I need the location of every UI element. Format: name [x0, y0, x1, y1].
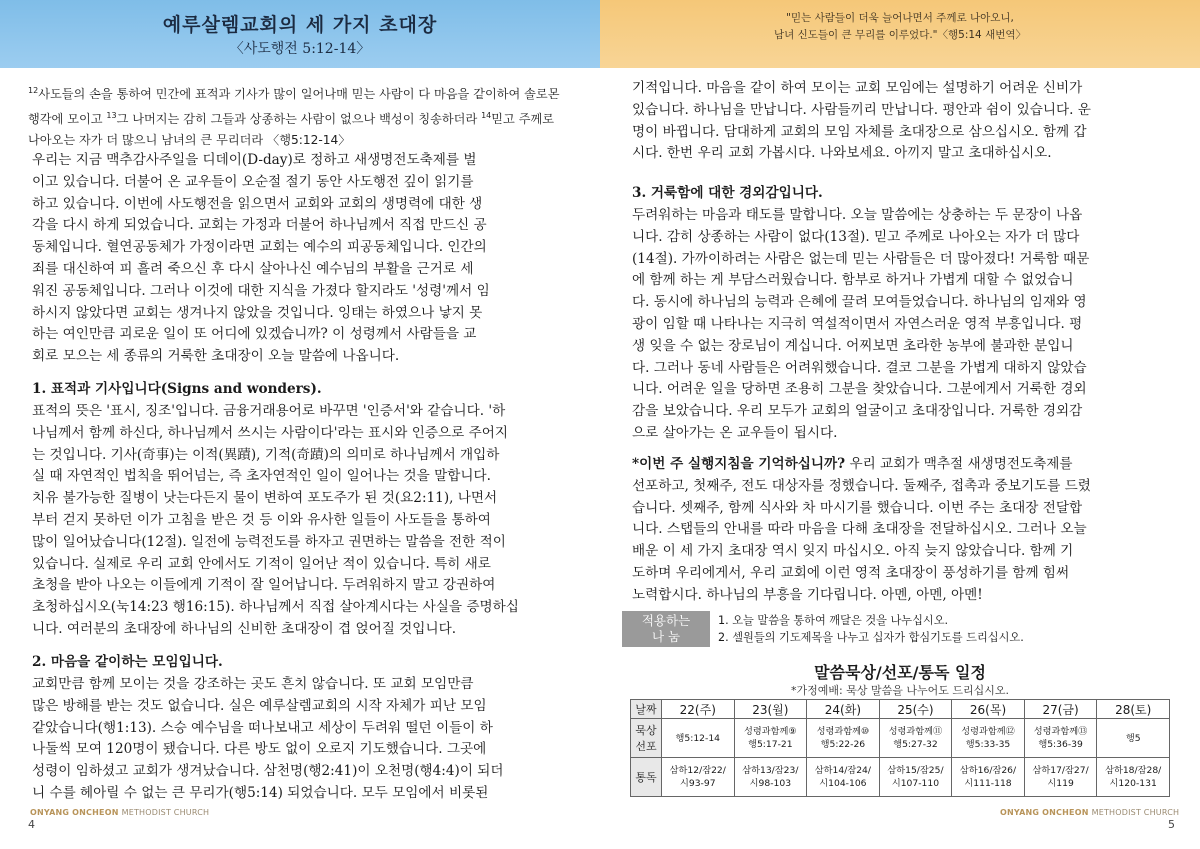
schedule-day: 22(주) [662, 700, 735, 719]
verse-number: 12 [28, 86, 39, 95]
church-logo [1000, 808, 1179, 817]
cell-line: 시120-131 [1109, 778, 1157, 789]
cell-line: 행5:17-21 [748, 739, 793, 750]
apply-item: 1. 오늘 말씀을 통하여 깨달은 것을 나누십시오. [718, 614, 949, 627]
cell-line: 행5:27-32 [893, 739, 938, 750]
page-number: 5 [1168, 818, 1175, 831]
cell-line: 시98-103 [749, 778, 792, 789]
schedule-day: 27(금) [1024, 700, 1097, 719]
row-label [631, 719, 662, 758]
church-subname: METHODIST CHURCH [1091, 808, 1180, 817]
schedule-day: 28(토) [1097, 700, 1170, 719]
schedule-cell [807, 719, 880, 758]
cell-line: 성령과함께⑪ [888, 726, 943, 737]
apply-label-line: 적용하는 [641, 613, 691, 628]
schedule-cell [662, 719, 735, 758]
scripture-verse [28, 80, 563, 151]
cell-line: 성령과함께⑫ [961, 726, 1015, 737]
section-2-heading: 2. 마음을 같이하는 모임입니다. [32, 654, 223, 670]
schedule-cell [1024, 719, 1097, 758]
apply-sharing-label [622, 611, 710, 647]
cell-line: 행5:36-39 [1038, 739, 1083, 750]
cell-line: 시93-97 [679, 778, 716, 789]
reminder-body: 우리 교회가 맥추절 새생명전도축제를 선포하고, 첫째주, 전도 대상자를 정했습니다. 둘째주, 접촉과 중보기도를 드렸 습니다. 셋째주, 함께 식사와 차 마시기를 했습니다. 이번 주는 초대장 전달합 니다. 스탭들의 안내를 따라 마음을 다해 초대장을 전달하십시오. 그러나 오늘 배운 이 세 가지 초대장 역시 잊지 마십시오. 아직 늦지 않았습니다. 함께 기 도하며 우리에게서, 우리 교회에 이런 영적 초대장이 풍성하기를 함께 힘써 노력합시다. 하나님의 부흥을 기다립니다. 아멘, 아멘, 아멘! [632, 456, 1091, 603]
cell-line: 시119 [1047, 778, 1074, 789]
cell-line: 시104-106 [819, 778, 867, 789]
verse-text: 믿고 주께로 나아오는 자가 더 많으니 남녀의 큰 무리더라 〈행5:12-14〉 [28, 112, 555, 148]
quote-line: 남녀 신도들이 큰 무리를 이루었다."〈행5:14 새번역〉 [773, 29, 1026, 41]
cell-line: 행5:33-35 [965, 739, 1011, 750]
schedule-day: 26(목) [952, 700, 1025, 719]
schedule-corner: 날짜 [631, 700, 662, 719]
schedule-table [630, 699, 1170, 797]
section-2-body: 교회만큼 함께 모이는 것을 강조하는 곳도 흔치 않습니다. 또 교회 모임만큼 많은 방해를 받는 것도 없습니다. 실은 예루살렘교회의 시작 자체가 피난 모임 같았습니다(행1:13). 스승 예수님을 떠나보내고 세상이 두려워 떨던 이들이 하 나둘씩 모여 120명이 됐습니다. 다른 방도 없이 오로지 기도했습니다. 그곳에 성령이 임하셨고 교회가 생겨났습니다. 삼천명(행2:41)이 오천명(행4:4)이 되더 니 수를 헤아릴 수 없는 큰 무리가(행5:14) 되었습니다. 모두 모임에서 비롯된 [32, 676, 504, 801]
cell-line: 행5 [1125, 732, 1141, 744]
schedule-note: *가정예배: 묵상 말씀을 나누어도 드리십시오. [791, 684, 1009, 697]
schedule-cell [1097, 758, 1170, 797]
row-label-line: 선포 [635, 740, 657, 753]
row-label-line: 묵상 [635, 724, 657, 737]
schedule-cell [807, 758, 880, 797]
cell-line: 삼하12/잠22/ [669, 765, 726, 776]
cell-line: 성령과함께⑬ [1033, 726, 1088, 737]
schedule-row-reading [631, 758, 1170, 797]
schedule-day: 23(월) [734, 700, 807, 719]
schedule-cell [734, 758, 807, 797]
intro-paragraph: 우리는 지금 맥추감사주일을 디데이(D-day)로 정하고 새생명전도축제를 벌 이고 있습니다. 더불어 온 교우들이 오순절 절기 동안 사도행전 깊이 읽기를 하고 있습니다. 이번에 사도행전을 읽으면서 교회와 교회의 생명력에 대한 생 각을 다시 하게 되었습니다. 교회는 가정과 더불어 하나님께서 직접 만드신 공 동체입니다. 혈연공동체가 가정이라면 교회는 예수의 피공동체입니다. 인간의 죄를 대신하여 피 흘려 죽으신 후 다시 살아나신 예수님의 부활을 근거로 세 워진 공동체입니다. 그러나 이것에 대한 지식을 가졌다 할지라도 '성령'께서 임 하시지 않았다면 교회는 생겨나지 않았을 것입니다. 잉태는 하였으나 낳지 못 하는 여인만큼 괴로운 일이 또 어디에 있겠습니까? 이 성령께서 사람들을 교 회로 모으는 세 종류의 거룩한 초대장이 오늘 말씀에 나옵니다. [32, 152, 490, 365]
action-reminder [632, 454, 1172, 607]
schedule-cell [734, 719, 807, 758]
header-quote [620, 10, 1180, 44]
church-name: ONYANG ONCHEON [1000, 808, 1089, 817]
schedule-cell [1024, 758, 1097, 797]
verse-text: 사도들의 손을 통하여 민간에 표적과 기사가 많이 일어나매 믿는 사람이 다 마음을 같이하여 솔로몬 행각에 모이고 [28, 87, 560, 127]
apply-label-line: 나 눔 [651, 629, 681, 644]
schedule-header-row [631, 700, 1170, 719]
cell-line: 행5:12-14 [675, 732, 721, 744]
verse-number: 14 [481, 111, 492, 121]
cell-line: 행5:22-26 [820, 739, 866, 750]
sermon-reference: 〈사도행전 5:12-14〉 [229, 41, 371, 57]
cell-line: 삼하15/잠25/ [887, 765, 944, 776]
church-subname: METHODIST CHURCH [121, 808, 210, 817]
reminder-heading: *이번 주 실행지침을 기억하십니까? [632, 456, 846, 472]
schedule-cell [662, 758, 735, 797]
apply-item: 2. 셀원들의 기도제목을 나누고 십자가 합심기도를 드리십시오. [718, 631, 1024, 644]
section-1-heading: 1. 표적과 기사입니다(Signs and wonders). [32, 381, 322, 397]
cell-line: 삼하18/잠28/ [1105, 765, 1162, 776]
church-logo [30, 808, 209, 817]
schedule-cell [879, 758, 952, 797]
church-name: ONYANG ONCHEON [30, 808, 119, 817]
schedule-cell [879, 719, 952, 758]
section-1-body: 표적의 뜻은 '표시, 징조'입니다. 금융거래용어로 바꾸면 '인증서'와 같습니다. '하 나님께서 함께 하신다, 하나님께서 쓰시는 사람이다'라는 표시와 인증으로 주어지 는 것입니다. 기사(奇事)는 이적(異蹟), 기적(奇蹟)의 의미로 하나님께서 개입하 실 때 자연적인 법칙을 뛰어넘는, 즉 초자연적인 일이 일어나는 것을 말합니다. 치유 불가능한 질병이 낫는다든지 물이 변하여 포도주가 된 것(요2:11), 나면서 부터 걷지 못하던 이가 고침을 받은 것 등 이와 유사한 일들이 사도들을 통하여 많이 일어났습니다(12절). 일전에 능력전도를 하자고 권면하는 말씀을 전한 적이 있습니다. 실제로 우리 교회 안에서도 기적이 일어난 적이 있습니다. 특히 새로 초청을 받아 나오는 이들에게 기적이 잘 일어납니다. 두려워하지 말고 강권하여 초청하십시오(눅14:23 행16:15). 하나님께서 직접 살아계시다는 사실을 증명하십 니다. 여러분의 초대장에 하나님의 신비한 초대장이 겹 얹어질 것입니다. [32, 403, 519, 637]
schedule-title: 말씀묵상/선포/통독 일정 [814, 663, 986, 682]
schedule-cell [952, 719, 1025, 758]
verse-text: 그 나머지는 감히 그들과 상종하는 사람이 없으나 백성이 칭송하더라 [116, 112, 482, 127]
verse-number: 13 [106, 111, 117, 121]
cell-line: 삼하17/잠27/ [1032, 765, 1089, 776]
cell-line: 시107-110 [891, 778, 940, 789]
cell-line: 삼하14/잠24/ [814, 765, 871, 776]
schedule-row-meditation [631, 719, 1170, 758]
apply-sharing-list [718, 612, 1178, 646]
schedule-cell [1097, 719, 1170, 758]
sermon-title: 예루살렘교회의 세 가지 초대장 [162, 14, 438, 36]
section-3-body: 두려워하는 마음과 태도를 말합니다. 오늘 말씀에는 상충하는 두 문장이 나옵 니다. 감히 상종하는 사람이 없다(13절). 믿고 주께로 나아오는 자가 더 많다 (14절). 가까이하려는 사람은 없는데 믿는 사람들은 더 많아졌다! 거룩함 때문 에 함께 하는 게 부담스러웠습니다. 함부로 하거나 가볍게 대할 수 없었습니 다. 동시에 하나님의 능력과 은혜에 끌려 모여들었습니다. 하나님의 임재와 영 광이 임할 때 나타나는 지극히 역설적이면서 자연스러운 영적 부흥입니다. 평 생 잊을 수 없는 장로님이 계십니다. 어찌보면 초라한 농부에 불과한 분입니 다. 그러나 동네 사람들은 어려워했습니다. 결코 그분을 가볍게 대하지 않았습 니다. 어려운 일을 당하면 조용히 그분을 찾았습니다. 그분에게서 거룩한 경외 감을 보았습니다. 우리 모두가 교회의 얼굴이고 초대장입니다. 거룩한 경외감 으로 살아가는 온 교우들이 됩시다. [632, 207, 1090, 441]
schedule-day: 24(화) [807, 700, 880, 719]
quote-line: "믿는 사람들이 더욱 늘어나면서 주께로 나아오니, [786, 12, 1014, 24]
page-number: 4 [28, 818, 35, 831]
cell-line: 삼하16/잠26/ [959, 765, 1017, 776]
cell-line: 삼하13/잠23/ [742, 765, 799, 776]
section-2-continued: 기적입니다. 마음을 같이 하여 모이는 교회 모임에는 설명하기 어려운 신비가 있습니다. 하나님을 만납니다. 사람들끼리 만납니다. 평안과 쉼이 있습니다. 운 명이 바뀝니다. 담대하게 교회의 모임 자체를 초대장으로 삼으십시오. 함께 갑 시다. 한번 우리 교회 가봅시다. 나와보세요. 아끼지 말고 초대하십시오. [632, 80, 1091, 162]
cell-line: 성령과함께⑩ [816, 726, 870, 737]
row-label: 통독 [631, 758, 662, 797]
section-3-heading: 3. 거룩함에 대한 경외감입니다. [632, 185, 823, 201]
cell-line: 시111-118 [964, 778, 1012, 789]
schedule-cell [952, 758, 1025, 797]
cell-line: 성령과함께⑨ [744, 726, 797, 737]
schedule-day: 25(수) [879, 700, 952, 719]
